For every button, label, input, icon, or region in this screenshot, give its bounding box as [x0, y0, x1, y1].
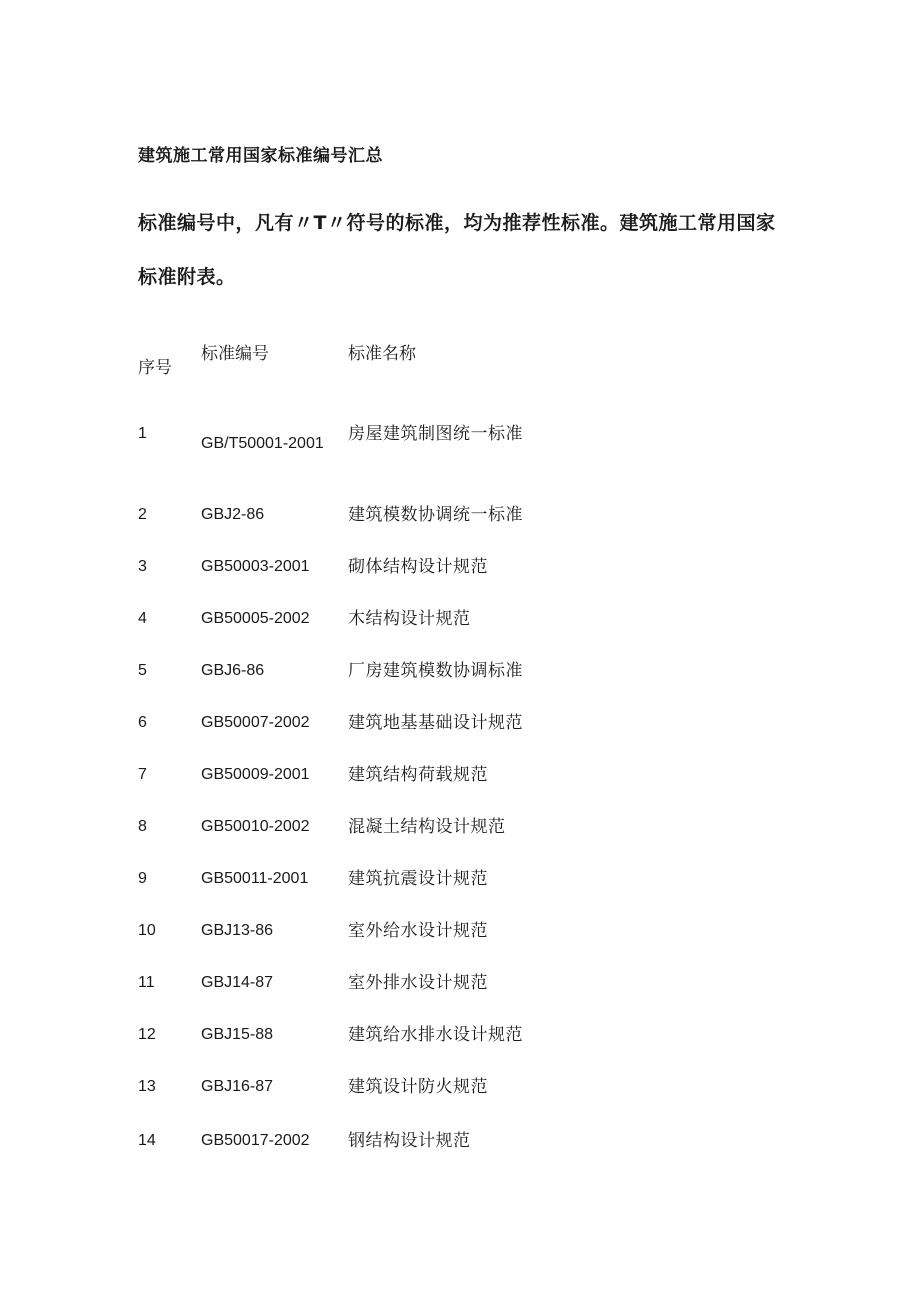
row-standard-code: GBJ15-88 — [201, 1026, 274, 1043]
table-row — [0, 661, 920, 685]
row-standard-code: GB50010-2002 — [201, 818, 310, 835]
row-standard-name: 建筑地基基础设计规范 — [348, 713, 523, 733]
table-row — [0, 713, 920, 737]
row-standard-code: GB50017-2002 — [201, 1132, 310, 1149]
row-standard-name: 建筑结构荷载规范 — [348, 765, 488, 785]
row-number: 4 — [138, 610, 147, 627]
row-number: 7 — [138, 766, 147, 783]
table-row — [0, 817, 920, 841]
row-number: 1 — [138, 425, 147, 442]
row-number: 14 — [138, 1132, 156, 1149]
row-number: 10 — [138, 922, 156, 939]
row-number: 13 — [138, 1078, 156, 1095]
row-standard-name: 房屋建筑制图统一标准 — [348, 424, 523, 444]
row-standard-name: 室外排水设计规范 — [348, 973, 488, 993]
row-number: 11 — [138, 974, 155, 991]
table-row — [0, 921, 920, 945]
row-standard-name: 建筑抗震设计规范 — [348, 869, 488, 889]
document-title: 建筑施工常用国家标准编号汇总 — [138, 146, 383, 166]
table-row — [0, 1025, 920, 1049]
row-standard-code: GB50007-2002 — [201, 714, 310, 731]
row-standard-code: GB50005-2002 — [201, 610, 310, 627]
row-standard-code: GBJ6-86 — [201, 662, 265, 679]
table-row — [0, 424, 920, 452]
row-standard-code: GB/T50001-2001 — [201, 435, 324, 452]
header-standard-name: 标准名称 — [348, 344, 416, 364]
row-number: 9 — [138, 870, 147, 887]
row-number: 2 — [138, 506, 147, 523]
row-standard-name: 木结构设计规范 — [348, 609, 471, 629]
row-standard-name: 建筑模数协调统一标准 — [348, 505, 523, 525]
table-row — [0, 765, 920, 789]
row-standard-name: 建筑设计防火规范 — [348, 1077, 488, 1097]
header-standard-code: 标准编号 — [201, 344, 269, 364]
row-standard-code: GB50009-2001 — [201, 766, 310, 783]
table-row — [0, 869, 920, 893]
table-row — [0, 973, 920, 997]
row-standard-code: GBJ13-86 — [201, 922, 274, 939]
row-standard-code: GBJ16-87 — [201, 1078, 274, 1095]
row-number: 5 — [138, 662, 147, 679]
row-standard-name: 钢结构设计规范 — [348, 1131, 471, 1151]
row-number: 3 — [138, 558, 147, 575]
table-row — [0, 1077, 920, 1101]
row-standard-code: GBJ14-87 — [201, 974, 274, 991]
row-number: 12 — [138, 1026, 156, 1043]
table-row — [0, 1131, 920, 1155]
row-standard-code: GB50011-2001 — [201, 870, 309, 887]
table-row — [0, 609, 920, 633]
row-standard-code: GB50003-2001 — [201, 558, 310, 575]
header-serial-number: 序号 — [138, 358, 172, 378]
row-standard-name: 厂房建筑模数协调标准 — [348, 661, 523, 681]
row-number: 6 — [138, 714, 147, 731]
row-standard-name: 建筑给水排水设计规范 — [348, 1025, 523, 1045]
row-number: 8 — [138, 818, 147, 835]
row-standard-name: 砌体结构设计规范 — [348, 557, 488, 577]
intro-paragraph: 标准编号中，凡有〃T〃符号的标准，均为推荐性标准。建筑施工常用国家标准附表。 — [138, 212, 776, 288]
row-standard-name: 室外给水设计规范 — [348, 921, 488, 941]
row-standard-code: GBJ2-86 — [201, 506, 265, 523]
table-row — [0, 505, 920, 529]
row-standard-name: 混凝土结构设计规范 — [348, 817, 506, 837]
table-row — [0, 557, 920, 581]
